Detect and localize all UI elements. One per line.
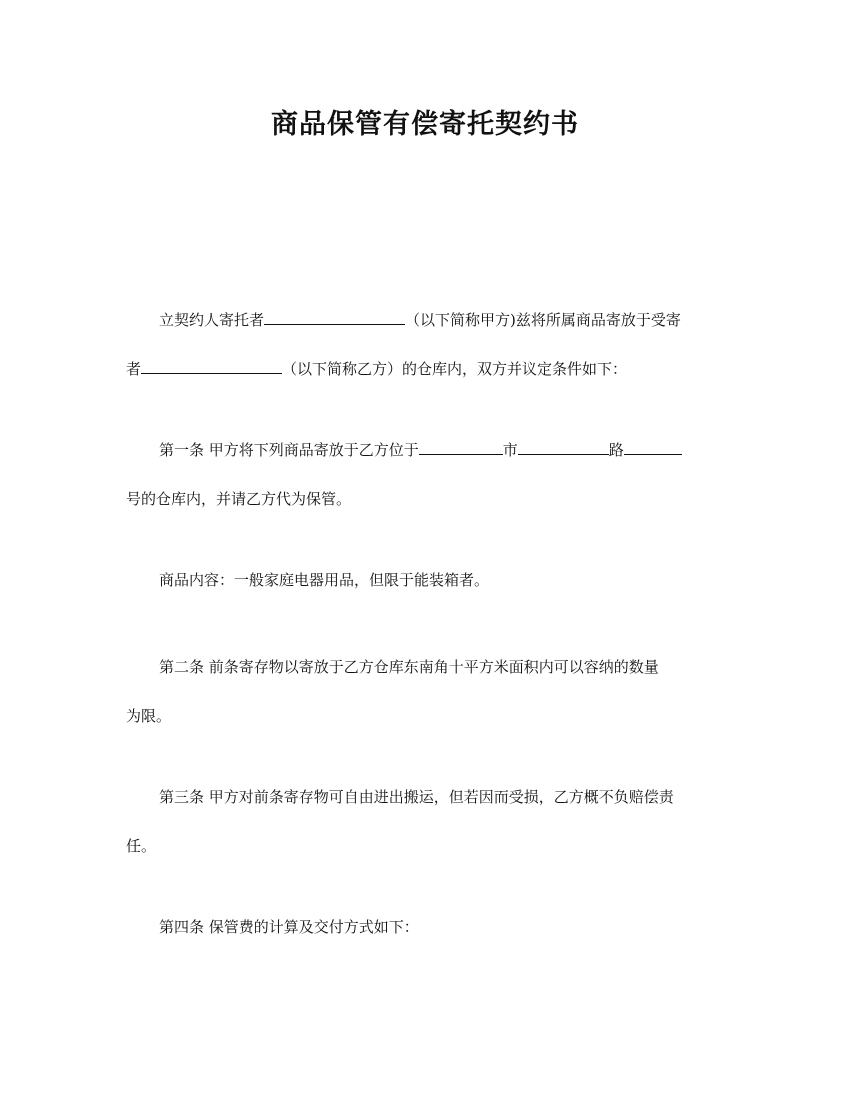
depositor-name-blank[interactable] bbox=[264, 297, 405, 325]
preamble-text: （以下简称乙方）的仓库内，双方并议定条件如下： bbox=[282, 360, 628, 378]
preamble-paragraph bbox=[126, 296, 726, 394]
article-4 bbox=[126, 903, 726, 952]
article-2-line-1: 第二条 前条寄存物以寄放于乙方仓库东南角十平方米面积内可以容纳的数量 bbox=[159, 658, 659, 676]
article-1-line-1 bbox=[126, 426, 726, 475]
custodian-name-blank[interactable] bbox=[141, 346, 282, 374]
goods-content bbox=[126, 556, 726, 605]
road-blank[interactable] bbox=[518, 427, 609, 455]
article-2 bbox=[126, 643, 726, 741]
preamble-line-2 bbox=[126, 345, 726, 394]
preamble-line-1 bbox=[126, 296, 726, 345]
goods-content-line: 商品内容：一般家庭电器用品，但限于能装箱者。 bbox=[159, 571, 490, 589]
article-1-line-2: 号的仓库内，并请乙方代为保管。 bbox=[126, 490, 352, 508]
article-1-text: 市 bbox=[502, 441, 518, 459]
article-2-line-2: 为限。 bbox=[126, 707, 172, 725]
number-blank[interactable] bbox=[624, 427, 682, 455]
article-1-text: 路 bbox=[608, 441, 624, 459]
article-3-line-2: 任。 bbox=[126, 837, 157, 855]
city-blank[interactable] bbox=[419, 427, 503, 455]
document-title: 商品保管有偿寄托契约书 bbox=[271, 109, 579, 140]
article-4-line: 第四条 保管费的计算及交付方式如下： bbox=[159, 918, 419, 936]
article-3 bbox=[126, 773, 726, 871]
preamble-text: 者 bbox=[126, 360, 142, 378]
article-3-line-1: 第三条 甲方对前条寄存物可自由进出搬运，但若因而受损，乙方概不负赔偿责 bbox=[159, 788, 674, 806]
article-1 bbox=[126, 426, 726, 524]
preamble-text: （以下简称甲方)兹将所属商品寄放于受寄 bbox=[405, 311, 681, 329]
preamble-text: 立契约人寄托者 bbox=[159, 311, 265, 329]
article-1-text: 第一条 甲方将下列商品寄放于乙方位于 bbox=[159, 441, 419, 459]
